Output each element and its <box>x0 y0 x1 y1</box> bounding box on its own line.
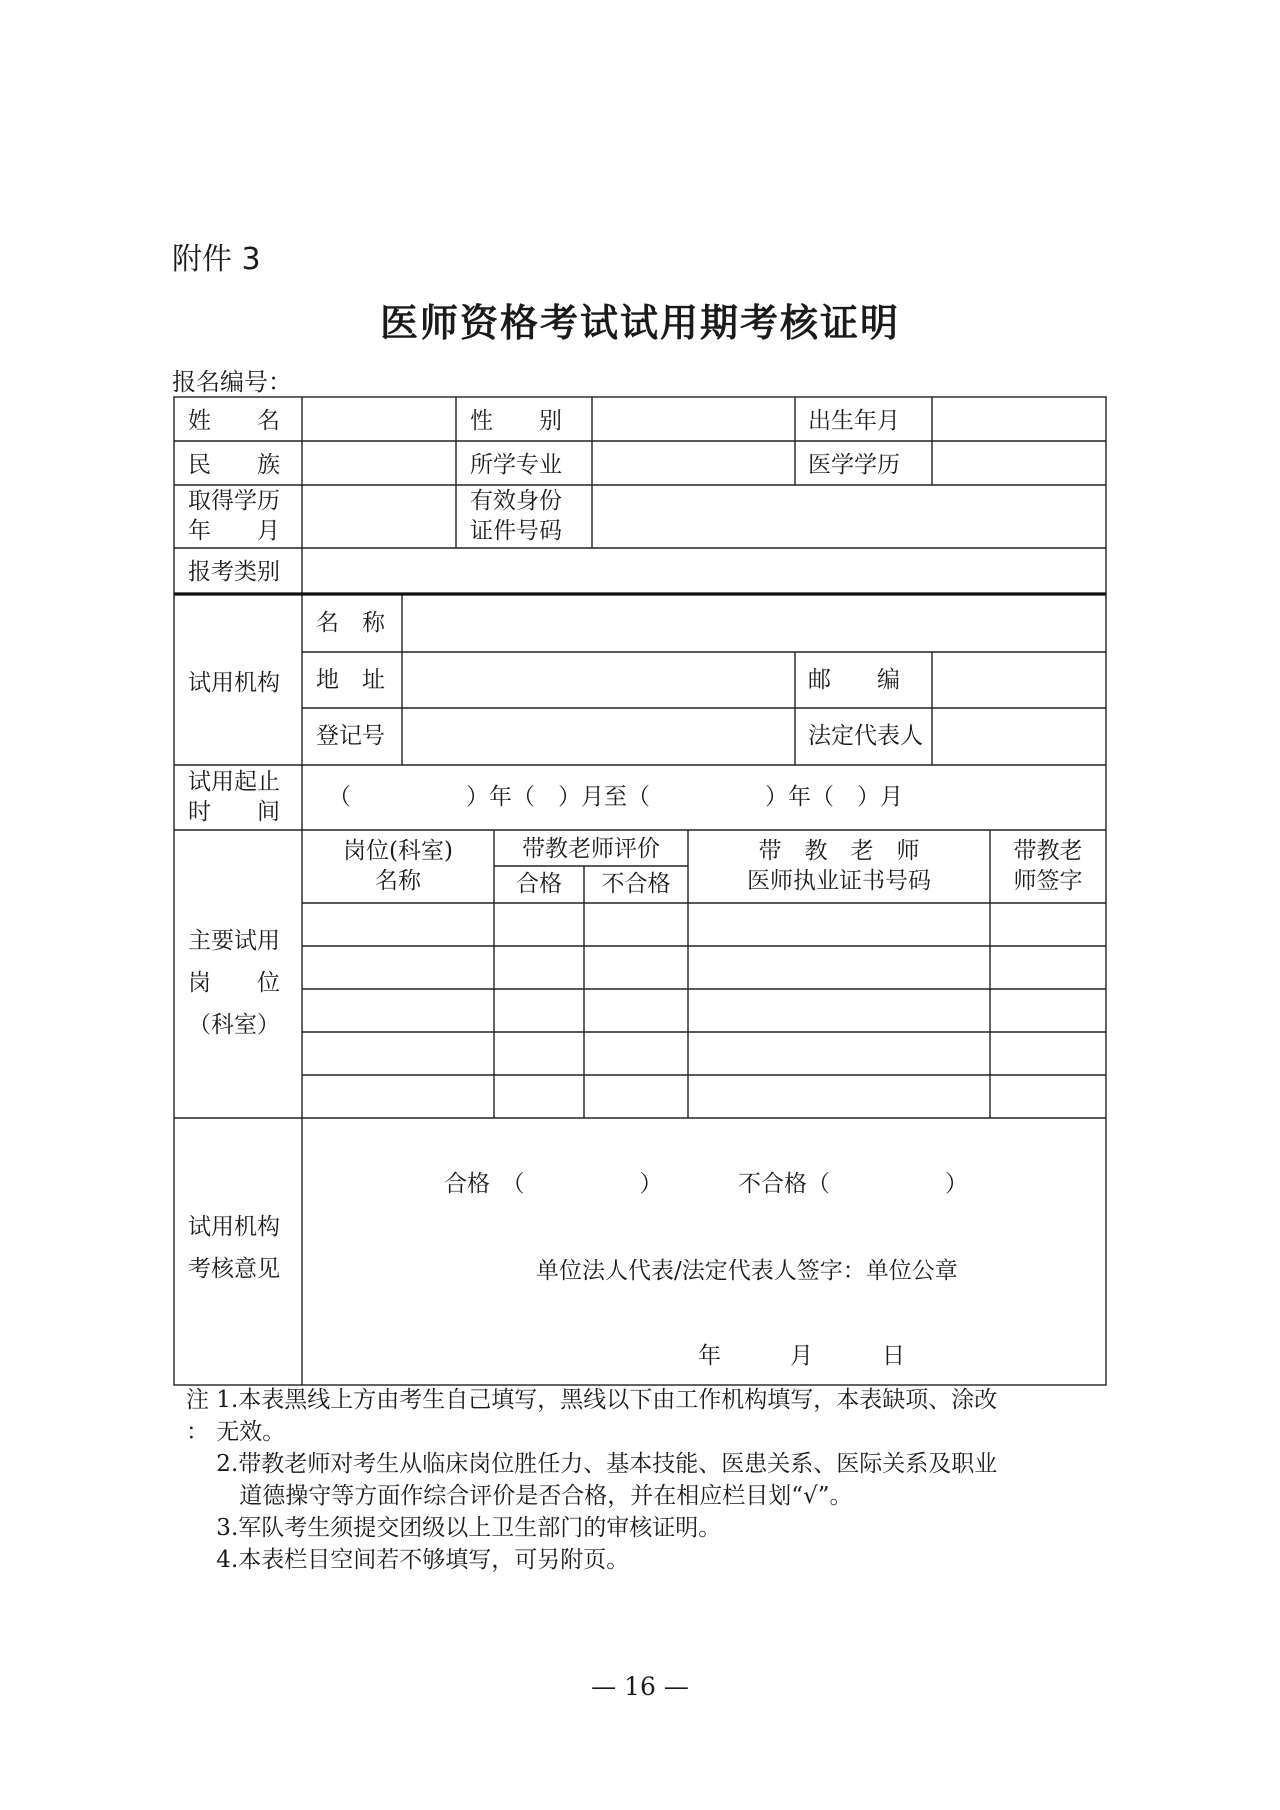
positions-group-label-line2: 岗 位 <box>188 970 280 996</box>
trial-period-value: （ ）年（ ）月至（ ）年（ ）月 <box>328 784 903 810</box>
opinion-fail-option: 不合格（ ） <box>738 1171 968 1197</box>
opinion-label-line2: 考核意见 <box>188 1256 280 1282</box>
institution-group-label: 试用机构 <box>188 670 280 696</box>
teacher-cert-header-line1: 带 教 老 师 <box>758 838 920 864</box>
gender-label: 性 别 <box>470 408 562 434</box>
note-line: 3.军队考生须提交团级以上卫生部门的审核证明。 <box>186 1515 722 1541</box>
positions-group-label-line1: 主要试用 <box>188 928 280 954</box>
major-label: 所学专业 <box>470 452 562 478</box>
positions-group-label-line3: （科室） <box>188 1012 280 1038</box>
legal-representative-label: 法定代表人 <box>808 723 923 749</box>
opinion-label-line1: 试用机构 <box>188 1214 280 1240</box>
id-number-label-line2: 证件号码 <box>470 518 562 544</box>
institution-name-label: 名 称 <box>316 610 385 636</box>
note-line: 4.本表栏目空间若不够填写，可另附页。 <box>186 1547 630 1573</box>
teacher-sign-header-line2: 师签字 <box>1013 868 1083 894</box>
opinion-signature-line: 单位法人代表/法定代表人签字：单位公章 <box>536 1258 958 1284</box>
page-number: — 16 — <box>591 1672 689 1701</box>
note-line: 注 1.本表黑线上方由考生自己填写，黑线以下由工作机构填写，本表缺项、涂改 <box>186 1387 998 1413</box>
notes-block <box>186 1384 997 1576</box>
birth-date-label: 出生年月 <box>808 408 900 434</box>
medical-education-label: 医学学历 <box>808 452 900 478</box>
degree-date-label-line2: 年 月 <box>188 518 280 544</box>
id-number-label-line1: 有效身份 <box>470 488 562 514</box>
institution-address-label: 地 址 <box>316 667 385 693</box>
degree-date-label-line1: 取得学历 <box>188 488 280 514</box>
post-name-header-line1: 岗位(科室) <box>343 838 453 864</box>
teacher-evaluation-header: 带教老师评价 <box>522 836 660 862</box>
ethnicity-label: 民 族 <box>188 452 280 478</box>
pass-column-header: 合格 <box>516 871 562 897</box>
attachment-label: 附件 3 <box>172 242 261 277</box>
registration-no-label: 登记号 <box>316 723 385 749</box>
name-label: 姓 名 <box>188 408 280 434</box>
exam-category-label: 报考类别 <box>188 559 280 585</box>
note-line: 2.带教老师对考生从临床岗位胜任力、基本技能、医患关系、医际关系及职业 <box>186 1451 998 1477</box>
note-line: ： 无效。 <box>186 1419 286 1445</box>
note-line: 道德操守等方面作综合评价是否合格，并在相应栏目划“√”。 <box>186 1483 853 1509</box>
teacher-cert-header-line2: 医师执业证书号码 <box>747 868 931 894</box>
page-title: 医师资格考试试用期考核证明 <box>379 301 900 345</box>
trial-period-label-line2: 时 间 <box>188 799 280 825</box>
opinion-pass-option: 合格 （ ） <box>444 1171 663 1197</box>
postcode-label: 邮 编 <box>808 667 900 693</box>
post-name-header-line2: 名称 <box>375 868 421 894</box>
opinion-date-line: 年 月 日 <box>698 1343 905 1369</box>
trial-period-label-line1: 试用起止 <box>188 769 280 795</box>
teacher-sign-header-line1: 带教老 <box>1013 838 1083 864</box>
registration-number-label: 报名编号： <box>172 368 292 396</box>
fail-column-header: 不合格 <box>601 871 671 897</box>
